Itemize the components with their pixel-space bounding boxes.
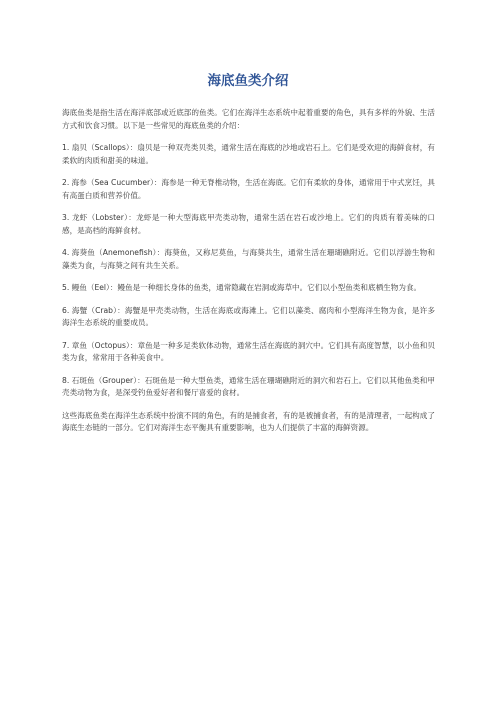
list-item-grouper: 8. 石斑鱼（Grouper）：石斑鱼是一种大型鱼类，通常生活在珊瑚礁附近的洞穴和岩石上。它们以其他鱼类和甲壳类动物为食，是深受钓鱼爱好者和餐厅喜爱的食材。 <box>62 375 435 397</box>
document-body <box>62 107 435 445</box>
list-item-eel: 5. 鳗鱼（Eel）：鳗鱼是一种细长身体的鱼类，通常隐藏在岩洞或海草中。它们以小型鱼类和底栖生物为食。 <box>62 283 422 292</box>
list-item-anemonefish: 4. 海葵鱼（Anemonefish）：海葵鱼，又称尼莫鱼，与海葵共生，通常生活在珊瑚礁附近。它们以浮游生物和藻类为食，与海葵之间有共生关系。 <box>62 248 435 270</box>
list-item-octopus: 7. 章鱼（Octopus）：章鱼是一种多足类软体动物，通常生活在海底的洞穴中。它们具有高度智慧，以小鱼和贝类为食，常常用于各种美食中。 <box>62 340 435 362</box>
list-item-crab: 6. 海蟹（Crab）：海蟹是甲壳类动物，生活在海底或海滩上。它们以藻类、腐肉和小型海洋生物为食，是许多海洋生态系统的重要成员。 <box>62 305 435 327</box>
intro-paragraph: 海底鱼类是指生活在海洋底部或近底部的鱼类。它们在海洋生态系统中起着重要的角色，具有多样的外貌、生活方式和饮食习惯。以下是一些常见的海底鱼类的介绍： <box>62 108 435 130</box>
list-item-lobster: 3. 龙虾（Lobster）：龙虾是一种大型海底甲壳类动物，通常生活在岩石或沙地上。它们的肉质有着美味的口感，是高档的海鲜食材。 <box>62 213 435 235</box>
list-item-scallops: 1. 扇贝（Scallops）：扇贝是一种双壳类贝类，通常生活在海底的沙地或岩石上。它们是受欢迎的海鲜食材，有柔软的肉质和甜美的味道。 <box>62 143 435 165</box>
list-item-sea-cucumber: 2. 海参（Sea Cucumber）：海参是一种无脊椎动物，生活在海底。它们有柔软的身体，通常用于中式烹饪，具有高蛋白质和营养价值。 <box>62 178 435 200</box>
conclusion-paragraph: 这些海底鱼类在海洋生态系统中扮演不同的角色，有的是捕食者，有的是被捕食者，有的是清理者，一起构成了海底生态链的一部分。它们对海洋生态平衡具有重要影响，也为人们提供了丰富的海鲜资源。 <box>62 410 435 432</box>
document-title: 海底鱼类介绍 <box>207 73 289 89</box>
